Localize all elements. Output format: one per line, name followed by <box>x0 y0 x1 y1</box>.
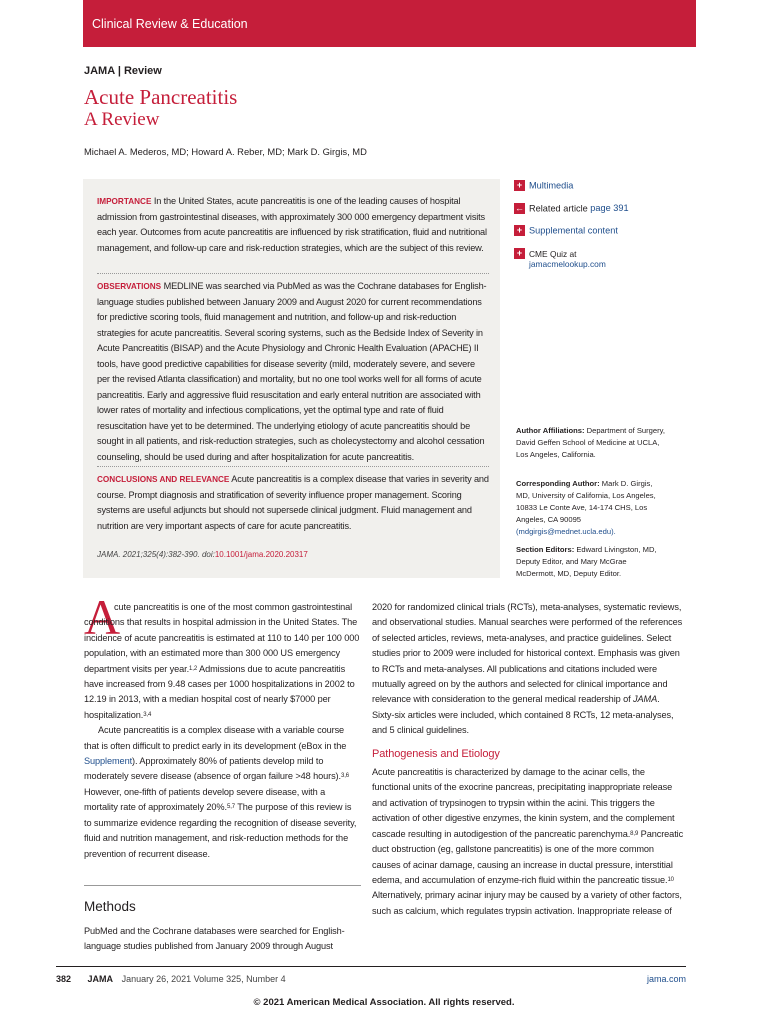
footer-divider <box>56 966 686 967</box>
observations-label: OBSERVATIONS <box>97 282 162 291</box>
page-number: 382 <box>56 974 72 984</box>
paragraph: cute pancreatitis is one of the most common gastrointestinal conditions that results in hospital admission in the United States. The incidence of acute pancreatitis is estimated at 110 to 140 per 100 000 population, with an estimated more than 300 000 US emergency department visits per year.$^{1,2}$ Admissions due to acute pancreatitis have increased from 9.48 cases per 1000 hospitalizations in 2002 to 12.19 in 2013, with a median hospital cost of nearly $7000 per hospitalization.$^{3,4}$ <box>84 602 360 720</box>
plus-icon: + <box>514 180 525 191</box>
section-header-band <box>83 0 696 47</box>
copyright-notice: © 2021 American Medical Association. All rights reserved. <box>253 997 515 1008</box>
supplemental-link[interactable]: + Supplemental content <box>514 225 618 236</box>
plus-icon: + <box>514 225 525 236</box>
abstract-box <box>83 179 500 578</box>
section-divider <box>84 885 361 886</box>
related-article-link[interactable]: ← Related article page 391 <box>515 203 629 214</box>
footer-url[interactable]: jama.com <box>646 974 686 984</box>
section-label: Clinical Review & Education <box>92 17 248 31</box>
supplement-link[interactable]: Supplement <box>84 756 133 767</box>
importance-text: In the United States, acute pancreatitis is one of the leading causes of hospital admission from gastrointestinal diseases, with approximately 300 000 emergency department visits each year. Outcomes from acute pancreatitis are influenced by risk stratification, fluid and nutritional management, and follow-up care and risk-reduction strategies, which are the subject of this review. <box>97 196 487 253</box>
abstract-divider <box>97 466 489 467</box>
related-page[interactable]: page 391 <box>590 203 629 213</box>
paragraph: Acute pancreatitis is characterized by damage to the acinar cells, the functional units of the exocrine pancreas, precipitating inappropriate release and activation of trypsinogen to trypsin within the acini. This triggers the activation of other digestive enzymes, the kinin system, and the complement cascade resulting in autodigestion of the pancreatic parenchyma.$^{8,9}$ Pancreatic duct obstruction (eg, gallstone pancreatitis) is one of the more common causes of acinar damage, causing an increase in ductal pressure, interstitial edema, and accumulation of enzyme-rich fluid within the pancreatic tissue.$^{10}$ Alternatively, primary acinar injury may be caused by a variety of other factors, such as calcium, which regulates trypsin activation. Inappropriate release of <box>372 767 684 916</box>
conclusions-text: Acute pancreatitis is a complex disease that varies in severity and course. Prompt diagnosis and stratification of severity influence proper management. Scoring systems are useful adjuncts but should not supersede clinical judgment. Fluid management and nutrition are very important aspects of care for acute pancreatitis. <box>97 474 489 531</box>
body-left-column <box>84 600 361 862</box>
author-affiliations: Author Affiliations: Department of Surgery, David Geffen School of Medicine at UCLA, Los Angeles, California. <box>516 426 665 459</box>
cme-url[interactable]: jamacmelookup.com <box>529 259 606 270</box>
citation: JAMA. 2021;325(4):382-390. doi:10.1001/jama.2020.20317 <box>97 550 308 559</box>
article-title: Acute Pancreatitis <box>84 85 238 109</box>
page-footer <box>56 974 686 984</box>
section-editors: Section Editors: Edward Livingston, MD, Deputy Editor, and Mary McGrae McDermott, MD, Deputy Editor. <box>516 545 657 578</box>
journal-section-label: JAMA | Review <box>84 65 162 77</box>
paragraph: Acute pancreatitis is a complex disease with a variable course that is often difficult to predict early in its development (eBox in the Supplement). Approximately 80% of patients develop mild to moderately severe disease (absence of organ failure >48 hours).$^{3,6}$ However, one-fifth of patients develop severe disease, with a mortality rate of approximately 20%.$^{5,7}$ The purpose of this review is to summarize evidence regarding the recognition of disease severity, fluid and nutrition management, and risk-reduction methods for the prevention of recurrent disease. <box>84 725 357 859</box>
abstract-importance <box>97 194 489 256</box>
drop-cap: A <box>84 589 121 645</box>
doi-link[interactable]: 10.1001/jama.2020.20317 <box>214 550 308 559</box>
conclusions-label: CONCLUSIONS AND RELEVANCE <box>97 475 230 484</box>
paragraph: 2020 for randomized clinical trials (RCTs), meta-analyses, systematic reviews, and observational studies. Manual searches were performed of the references of selected articles, reviews, meta-analyses, and practice guidelines. Select studies prior to 2009 were included for historical context. Emphasis was given to RCTs and meta-analyses. All publications and citations included were mutually agreed on by the authors and selected for clinical importance and relevance with consideration to the general medical readership of JAMA. Sixty-six articles were included, which contained 8 RCTs, 12 meta-analyses, and 5 clinical guidelines. <box>372 602 683 736</box>
abstract-observations <box>97 279 489 465</box>
article-subtitle: A Review <box>84 109 160 130</box>
email-link[interactable]: (mdgirgis@mednet.ucla.edu). <box>516 527 616 536</box>
footer-journal: JAMA <box>87 974 114 984</box>
multimedia-link[interactable]: + Multimedia <box>514 180 573 191</box>
abstract-divider <box>97 273 489 274</box>
methods-heading: Methods <box>84 899 136 914</box>
author-list: Michael A. Mederos, MD; Howard A. Reber, MD; Mark D. Girgis, MD <box>84 146 367 157</box>
cme-quiz-link[interactable]: + CME Quiz at jamacmelookup.com <box>514 248 606 269</box>
corresponding-author: Corresponding Author: Mark D. Girgis, MD, University of California, Los Angeles, 10833 Le Conte Ave, 14-174 CHS, Los Angeles, CA 90095 (mdgirgis@mednet.ucla.edu). <box>516 479 656 536</box>
abstract-conclusions <box>97 472 489 534</box>
observations-text: MEDLINE was searched via PubMed as was the Cochrane databases for English-language studies published between January 2009 and August 2020 for current recommendations for predictive scoring tools, fluid management and nutrition, and follow-up and risk-reduction strategies for acute pancreatitis. Several scoring systems, such as the Bedside Index of Severity in Acute Pancreatitis (BISAP) and the Acute Physiology and Chronic Health Evaluation (APACHE) II tools, have good predictive capabilities for disease severity (mild, moderately severe, and severe per the revised Atlanta classification) and mortality, but no one tool works well for all forms of acute pancreatitis. Early and aggressive fluid resuscitation and early enteral nutrition are associated with lower rates of mortality and infectious complications, yet the optimal type and rate of fluid resuscitation have yet to be determined. The underlying etiology of acute pancreatitis should be sought in all patients, and risk-reduction strategies, such as cholecystectomy and alcohol cessation counseling, should be used during and after hospitalization for acute pancreatitis. <box>97 281 487 462</box>
arrow-left-icon: ← <box>515 203 524 214</box>
footer-issue: January 26, 2021 Volume 325, Number 4 <box>121 974 286 984</box>
methods-paragraph: PubMed and the Cochrane databases were searched for English-language studies published from January 2009 through August <box>84 926 345 952</box>
body-right-column <box>372 600 684 919</box>
pathogenesis-heading: Pathogenesis and Etiology <box>372 747 500 760</box>
plus-icon: + <box>514 248 525 259</box>
importance-label: IMPORTANCE <box>97 197 152 206</box>
